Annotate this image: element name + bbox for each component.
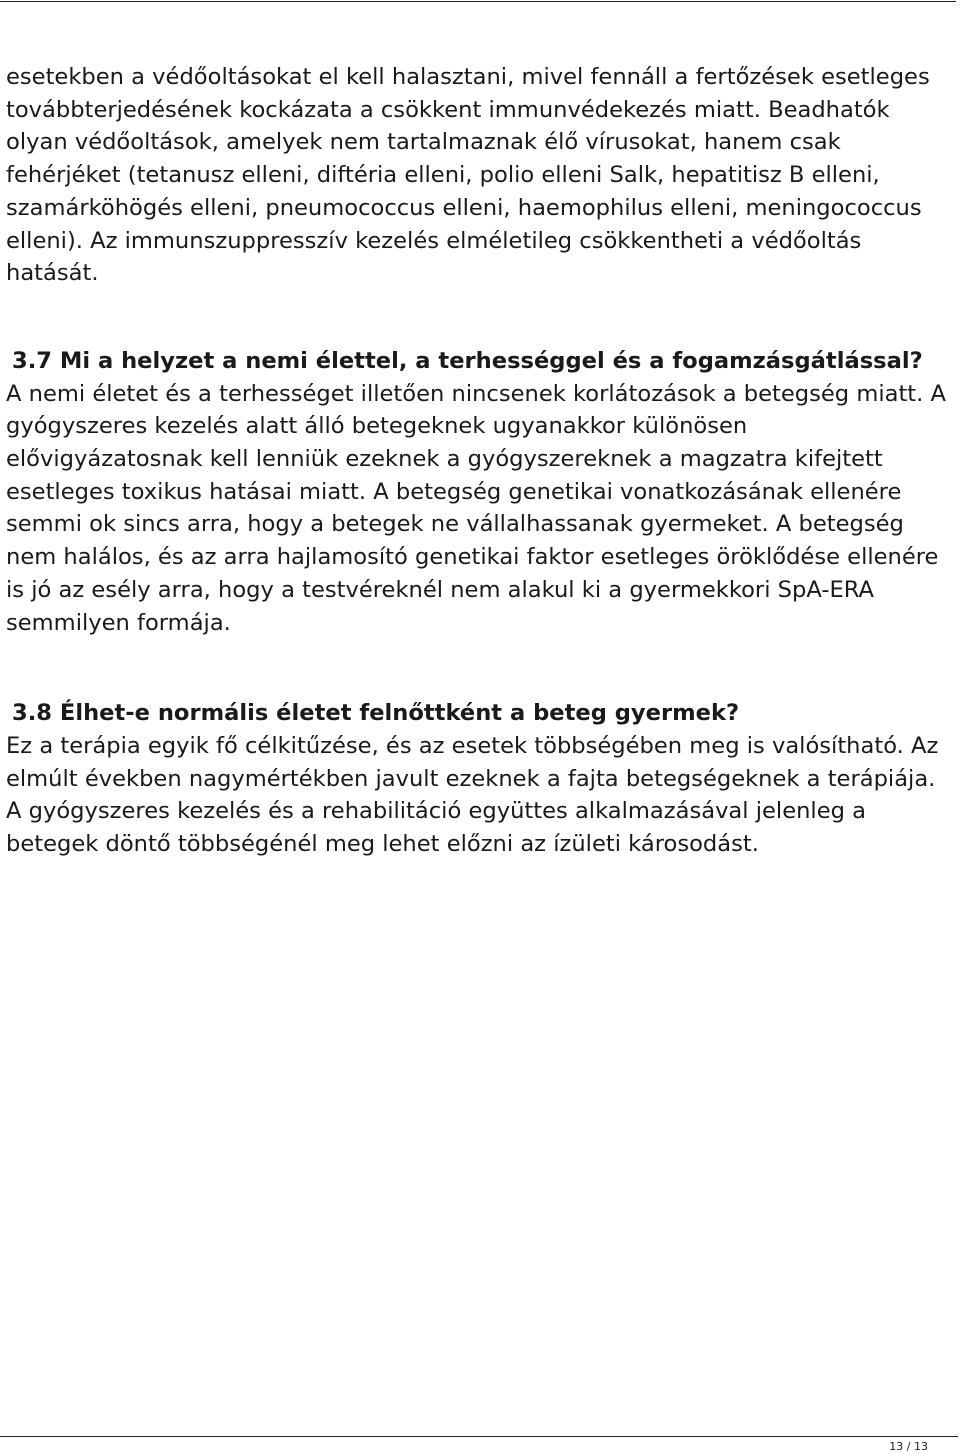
- paragraph-adult-life: Ez a terápia egyik fő célkitűzése, és az esetek többségében meg is valósítható. Az elmúlt években nagymértékben javult ezeknek a fajta betegségeknek a terápiája. A gyógyszeres kezelés és a rehabilitáció együttes alkalmazásával jelenleg a betegek döntő többségénél meg lehet előzni az ízületi károsodást.: [6, 732, 939, 858]
- paragraph-sexual-life-pregnancy: A nemi életet és a terhességet illetően nincsenek korlátozások a betegség miatt. A gyógyszeres kezelés alatt álló betegeknek ugyanakkor különösen elővigyázatosnak kell lenniük ezeknek a gyógyszereknek a magzatra kifejtett esetleges toxikus hatásai miatt. A betegség genetikai vonatkozásának ellenére semmi ok sincs arra, hogy a betegek ne vállalhassanak gyermeket. A betegség nem halálos, és az arra hajlamosító genetikai faktor esetleges öröklődése ellenére is jó az esély arra, hogy a testvéreknél nem alakul ki a gyermekkori SpA-ERA semmilyen formája.: [6, 380, 946, 636]
- paragraph-vaccination: esetekben a védőoltásokat el kell halasztani, mivel fennáll a fertőzések esetleges továbbterjedésének kockázata a csökkent immunvédekezés miatt. Beadhatók olyan védőoltások, amelyek nem tartalmaznak élő vírusokat, hanem csak fehérjéket (tetanusz elleni, diftéria elleni, polio elleni Salk, hepatitisz B elleni, szamárköhögés elleni, pneumococcus elleni, haemophilus elleni, meningococcus elleni). Az immunszuppresszív kezelés elméletileg csökkentheti a védőoltás hatását.: [6, 64, 930, 287]
- section-heading-3-7: 3.7 Mi a helyzet a nemi élettel, a terhességgel és a fogamzásgátlással?: [12, 347, 923, 374]
- section-heading-3-8: 3.8 Élhet-e normális életet felnőttként a beteg gyermek?: [12, 700, 740, 727]
- header-rule: [0, 1, 956, 2]
- footer-rule: [0, 1436, 958, 1437]
- document-body: [6, 61, 951, 861]
- page-number: 13 / 13: [889, 1440, 928, 1453]
